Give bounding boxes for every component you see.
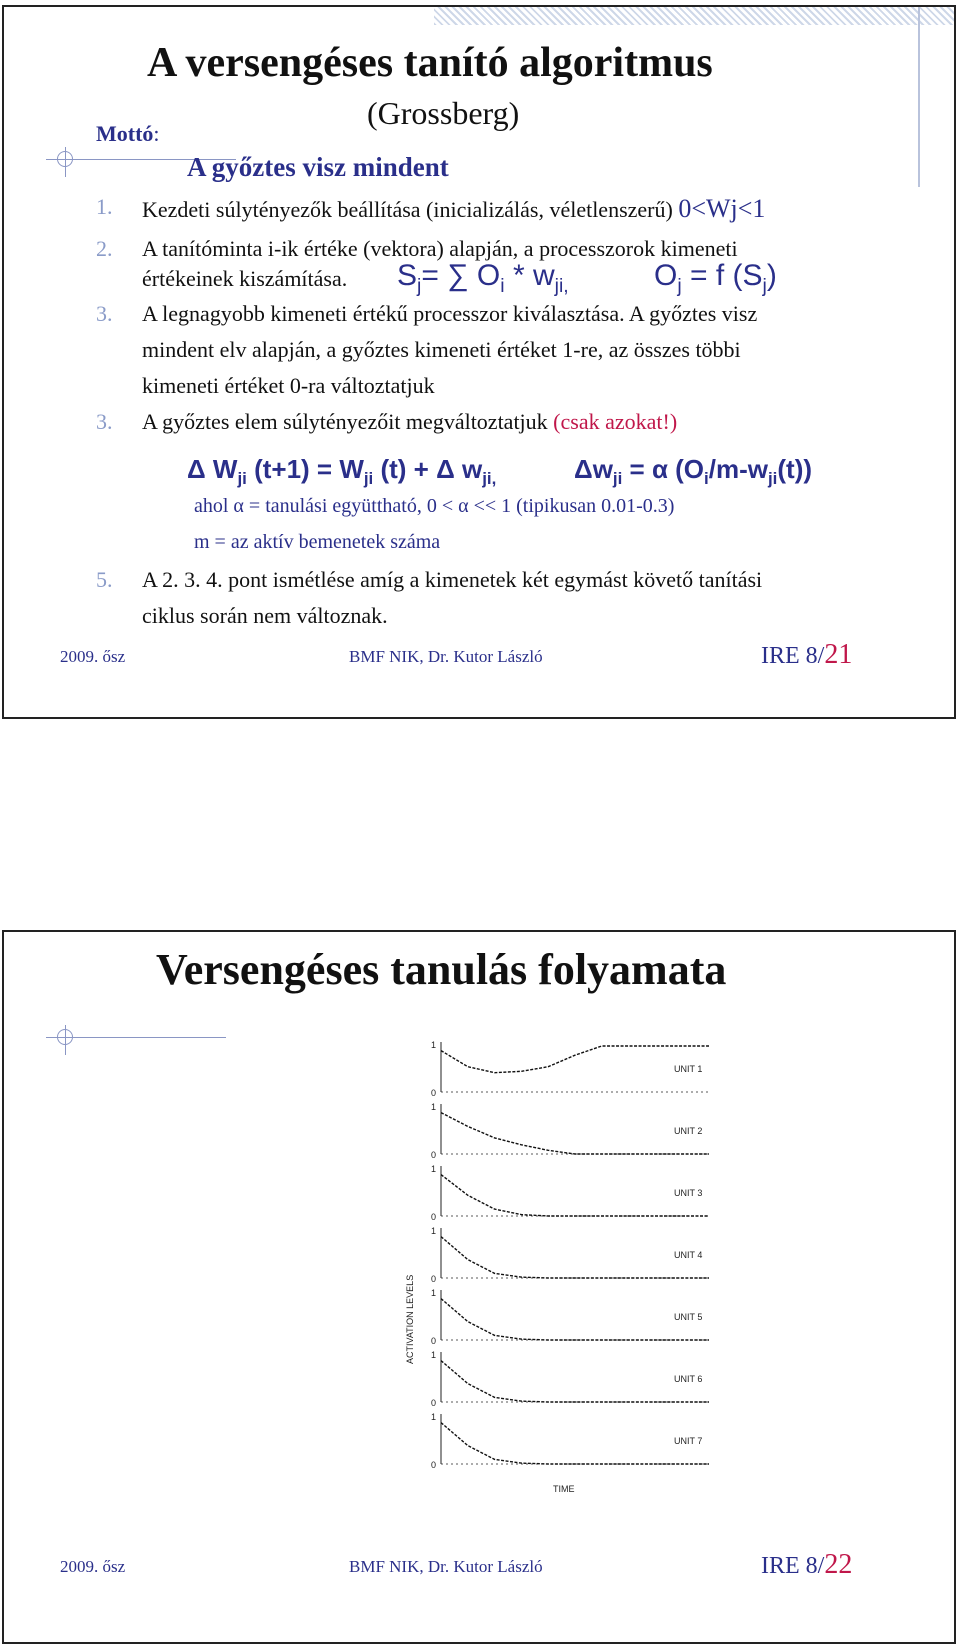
series-line-3: [441, 1175, 709, 1216]
item-text: A 2. 3. 4. pont ismétlése amíg a kimenetek két egymást követő tanítási: [142, 567, 763, 592]
slide-22: [2, 930, 956, 1644]
formula-activation: [654, 259, 777, 298]
tick-label: 0: [431, 1274, 437, 1284]
motto-colon: :: [153, 121, 160, 146]
active-inputs-note: m = az aktív bemenetek száma: [194, 531, 441, 553]
tick-label: 0: [431, 1212, 437, 1222]
item-text: mindent elv alapján, a győztes kimeneti értéket 1-re, az összes többi: [142, 337, 741, 362]
series-line-6: [441, 1361, 709, 1402]
series-label: UNIT 7: [674, 1436, 703, 1446]
item-text: kimeneti értéket 0-ra változtatjuk: [142, 373, 435, 398]
list-item: [96, 194, 113, 220]
formula-part: (t) + Δ w: [373, 454, 483, 484]
footer-page-number: [761, 1549, 852, 1581]
item-number: 5.: [96, 567, 113, 592]
formula-sub: j: [417, 275, 422, 297]
tick-label: 0: [431, 1150, 437, 1160]
tick-label: 1: [431, 1226, 437, 1236]
slide-title: A versengéses tanító algoritmus: [147, 40, 713, 86]
item-text: Kezdeti súlytényezők beállítása (inicializálás, véletlenszerű): [142, 197, 679, 222]
formula-sub: j: [762, 275, 767, 297]
formula-sub: ji: [612, 469, 623, 489]
decorative-hatch: [434, 7, 954, 25]
series-label: UNIT 5: [674, 1312, 703, 1322]
decorative-line: [918, 7, 920, 187]
formula-part: S: [397, 259, 418, 292]
series-line-1: [441, 1046, 709, 1073]
series-label: UNIT 2: [674, 1126, 703, 1136]
footer-date: 2009. ősz: [60, 1557, 126, 1576]
footer-page-number: [761, 639, 852, 671]
formula-part: O: [654, 259, 678, 292]
series-label: UNIT 3: [674, 1188, 703, 1198]
item-number: 3.: [96, 409, 113, 434]
item-highlight: (csak azokat!): [553, 409, 678, 434]
formula-sum: [397, 259, 569, 298]
series-line-5: [441, 1299, 709, 1340]
item-text: A legnagyobb kimeneti értékű processzor kiválasztása. A győztes visz: [142, 301, 758, 326]
decorative-crosshair: [46, 1037, 226, 1038]
formula-part: = α (O: [622, 454, 705, 484]
tick-label: 0: [431, 1336, 437, 1346]
formula-part: = ∑ O: [421, 259, 501, 292]
motto-text: A győztes visz mindent: [187, 152, 449, 182]
activation-levels-chart: [399, 1034, 759, 1504]
footer-author: BMF NIK, Dr. Kutor László: [349, 647, 543, 666]
formula-part: Δw: [574, 454, 613, 484]
slide-21: [2, 5, 956, 719]
formula-sub: ji,: [554, 275, 569, 297]
tick-label: 0: [431, 1398, 437, 1408]
footer-date: 2009. ősz: [60, 647, 126, 666]
item-number: 3.: [96, 301, 113, 326]
page-prefix: IRE 8/: [761, 1553, 825, 1579]
formula-part: * w: [504, 259, 555, 292]
formula-sub: j: [677, 275, 682, 297]
tick-label: 1: [431, 1102, 437, 1112]
weight-range: 0<Wj<1: [678, 194, 766, 223]
series-line-4: [441, 1237, 709, 1278]
x-axis-label: TIME: [553, 1484, 575, 1494]
page-number: 21: [824, 639, 853, 670]
item-text: A tanítóminta i-ik értéke (vektora) alapján, a processzorok kimeneti: [142, 236, 738, 261]
item-number: 2.: [96, 236, 113, 261]
tick-label: 0: [431, 1460, 437, 1470]
series-label: UNIT 4: [674, 1250, 703, 1260]
tick-label: 1: [431, 1164, 437, 1174]
formula-part: (t+1) = W: [246, 454, 364, 484]
formula-part: = f (S: [681, 259, 763, 292]
footer-author: BMF NIK, Dr. Kutor László: [349, 1557, 543, 1576]
page-prefix: IRE 8/: [761, 643, 825, 669]
item-text: értékeinek kiszámítása.: [142, 266, 348, 291]
page-number: 22: [824, 1549, 853, 1580]
series-line-2: [441, 1113, 709, 1154]
formula-sub: ji: [237, 469, 247, 489]
formula-part: ): [766, 259, 777, 292]
formula-part: (t)): [777, 454, 813, 484]
slide-title: Versengéses tanulás folyamata: [156, 945, 727, 994]
tick-label: 1: [431, 1040, 437, 1050]
tick-label: 0: [431, 1088, 437, 1098]
formula-part: /m-w: [708, 454, 768, 484]
decorative-circle: [57, 151, 73, 167]
tick-label: 1: [431, 1412, 437, 1422]
delta-formula: [574, 454, 812, 489]
motto-label: Mottó: [96, 121, 154, 146]
item-text: ciklus során nem változnak.: [142, 603, 388, 628]
y-axis-label: ACTIVATION LEVELS: [405, 1274, 415, 1364]
tick-label: 1: [431, 1288, 437, 1298]
tick-label: 1: [431, 1350, 437, 1360]
item-text-part: A győztes elem súlytényezőit megváltoztatjuk: [142, 409, 554, 434]
weight-update-formula: [187, 454, 496, 489]
formula-sub: ji: [363, 469, 374, 489]
formula-sub: ji,: [482, 469, 497, 489]
item-text: [142, 409, 677, 435]
list-item-text: [142, 194, 765, 224]
series-label: UNIT 6: [674, 1374, 703, 1384]
motto: [96, 121, 160, 147]
decorative-circle: [57, 1029, 73, 1045]
formula-sub: ji: [767, 469, 778, 489]
formula-sub: i: [500, 275, 505, 297]
formula-part: Δ W: [187, 454, 238, 484]
learning-rate-note: ahol α = tanulási együttható, 0 < α << 1 (tipikusan 0.01-0.3): [194, 495, 675, 517]
item-number: 1.: [96, 194, 113, 219]
slide-subtitle: (Grossberg): [367, 95, 520, 131]
series-line-7: [441, 1423, 709, 1464]
series-label: UNIT 1: [674, 1064, 703, 1074]
formula-sub: i: [704, 469, 709, 489]
